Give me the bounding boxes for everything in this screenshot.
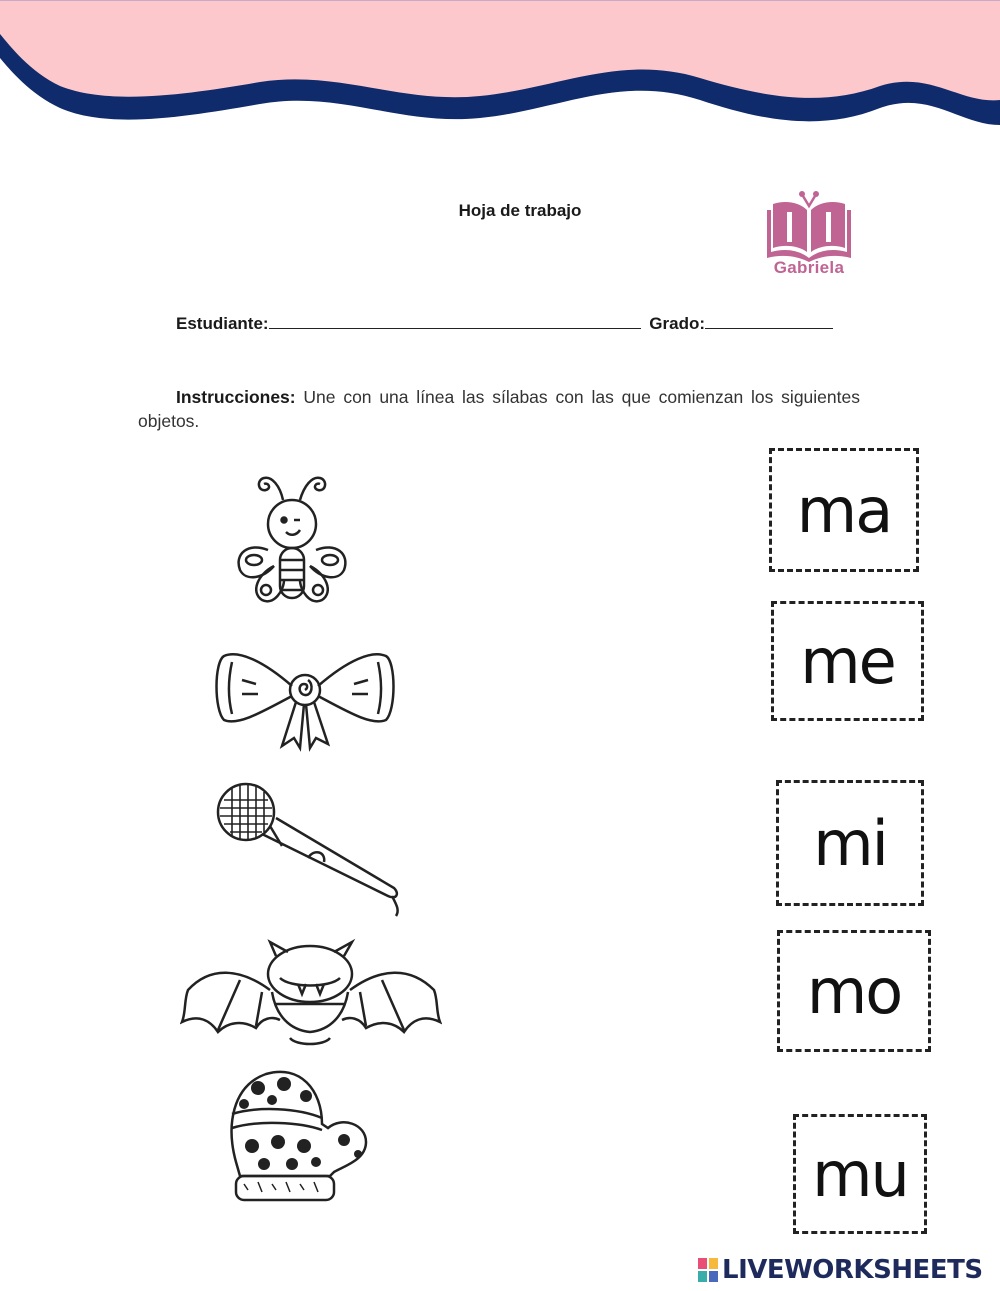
syllable-box-mi[interactable]: mi [776, 780, 924, 906]
bow-icon[interactable] [212, 640, 398, 752]
page-title: Hoja de trabajo [458, 201, 582, 220]
syllable-box-me[interactable]: me [771, 601, 924, 721]
liveworksheets-logo [698, 1255, 983, 1285]
syllable-box-ma[interactable]: ma [769, 448, 919, 572]
syllable-box-mu[interactable]: mu [793, 1114, 927, 1234]
instructions [138, 385, 860, 433]
student-label: Estudiante: [176, 314, 269, 333]
microphone-icon[interactable] [210, 778, 410, 920]
student-name-line[interactable] [269, 313, 641, 329]
student-grade-fields [176, 313, 833, 334]
instructions-label: Instrucciones: [176, 387, 296, 407]
wave-header [0, 0, 1000, 140]
grade-line[interactable] [705, 313, 833, 329]
bat-icon[interactable] [180, 938, 442, 1050]
instructions-text: Une con una línea las sílabas con las que comienzan los siguientes objetos. [138, 387, 860, 431]
logo-text: Gabriela [773, 258, 845, 277]
syllable-box-mo[interactable]: mo [777, 930, 931, 1052]
mitten-icon[interactable] [218, 1066, 378, 1204]
grade-label: Grado: [649, 314, 706, 333]
butterfly-icon[interactable] [228, 462, 358, 610]
brand-blocks-icon [698, 1258, 718, 1282]
brand-name: LIVEWORKSHEETS [722, 1255, 983, 1285]
